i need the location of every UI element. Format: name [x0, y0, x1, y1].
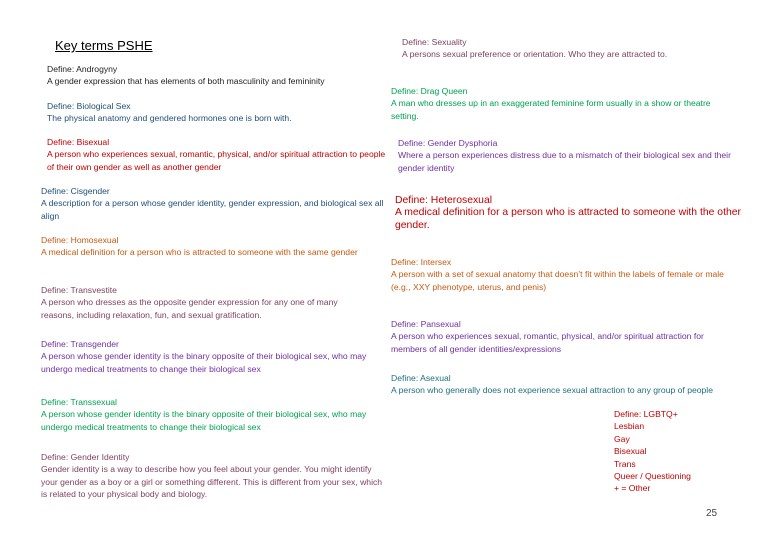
term-label: Define: Bisexual	[47, 137, 110, 147]
term-gender-dysphoria	[398, 137, 743, 174]
term-label: Define: Pansexual	[391, 319, 461, 329]
term-definition: A medical definition for a person who is attracted to someone with the same gender	[41, 247, 358, 258]
term-bisexual	[47, 136, 392, 173]
list-item: Bisexual	[614, 446, 647, 457]
term-definition: Where a person experiences distress due to a mismatch of their biological sex and their gender identity	[398, 150, 731, 173]
page-title: Key terms PSHE	[55, 38, 153, 53]
term-definition: A person whose gender identity is the binary opposite of their biological sex, who may undergo medical treatments to change their biological sex	[41, 351, 367, 374]
term-definition: A man who dresses up in an exaggerated feminine form usually in a show or theatre setting.	[391, 98, 711, 121]
term-definition: A person who experiences sexual, romantic, physical, and/or spiritual attraction for members of all gender identities/expressions	[391, 331, 704, 354]
term-label: Define: Androgyny	[47, 64, 118, 74]
term-heterosexual	[395, 195, 745, 232]
term-androgyny	[47, 63, 367, 88]
term-definition: A gender expression that has elements of both masculinity and femininity	[47, 76, 325, 87]
term-label: Define: LGBTQ+	[614, 409, 678, 419]
term-pansexual	[391, 318, 741, 355]
term-label: Define: Gender Dysphoria	[398, 138, 498, 148]
term-gender-identity	[41, 451, 386, 501]
term-transsexual	[41, 396, 379, 433]
term-definition: A person who experiences sexual, romantic, physical, and/or spiritual attraction to people of their own gender as well as another gender	[47, 149, 386, 172]
page-number: 25	[706, 508, 718, 519]
term-label: Define: Heterosexual	[395, 195, 493, 206]
list-item: Trans	[614, 458, 636, 469]
term-asexual	[391, 372, 726, 397]
term-transgender	[41, 338, 379, 375]
list-item: Queer / Questioning	[614, 471, 691, 482]
term-biological-sex	[47, 100, 347, 125]
term-label: Define: Transvestite	[41, 285, 117, 295]
list-item: + = Other	[614, 483, 651, 494]
term-intersex	[391, 256, 741, 293]
term-label: Define: Gender Identity	[41, 452, 130, 462]
term-label: Define: Sexuality	[402, 37, 467, 47]
term-label: Define: Intersex	[391, 257, 452, 267]
term-definition: A medical definition for a person who is attracted to someone with the other gender.	[395, 207, 741, 231]
term-definition: A person whose gender identity is the binary opposite of their biological sex, who may undergo medical treatments to change their biological sex	[41, 409, 367, 432]
term-homosexual	[41, 234, 366, 259]
term-definition: A person who generally does not experience sexual attraction to any group of people	[391, 385, 714, 396]
term-definition: Gender identity is a way to describe how you feel about your gender. You might identify your gender as a boy or a girl or something different. This is different from your sex, which is related to your physical body and biology.	[41, 464, 383, 500]
term-lgbtq	[614, 408, 754, 495]
term-cisgender	[41, 185, 386, 222]
term-definition: A person with a set of sexual anatomy that doesn’t fit within the labels of female or male (e.g., XXY phenotype, uterus, and penis)	[391, 269, 724, 292]
term-label: Define: Transgender	[41, 339, 119, 349]
term-label: Define: Asexual	[391, 373, 451, 383]
term-label: Define: Transsexual	[41, 397, 117, 407]
term-label: Define: Cisgender	[41, 186, 110, 196]
term-label: Define: Biological Sex	[47, 101, 131, 111]
term-definition: A persons sexual preference or orientation. Who they are attracted to.	[402, 49, 668, 60]
term-drag-queen	[391, 85, 716, 122]
term-label: Define: Homosexual	[41, 235, 119, 245]
term-sexuality	[402, 36, 702, 61]
term-definition: The physical anatomy and gendered hormones one is born with.	[47, 113, 292, 124]
term-transvestite	[41, 284, 371, 321]
term-definition: A person who dresses as the opposite gender expression for any one of many reasons, including relaxation, fun, and sexual gratification.	[41, 297, 338, 320]
list-item: Lesbian	[614, 421, 645, 432]
list-item: Gay	[614, 433, 630, 444]
term-definition: A description for a person whose gender identity, gender expression, and biological sex all align	[41, 198, 384, 221]
term-label: Define: Drag Queen	[391, 86, 468, 96]
